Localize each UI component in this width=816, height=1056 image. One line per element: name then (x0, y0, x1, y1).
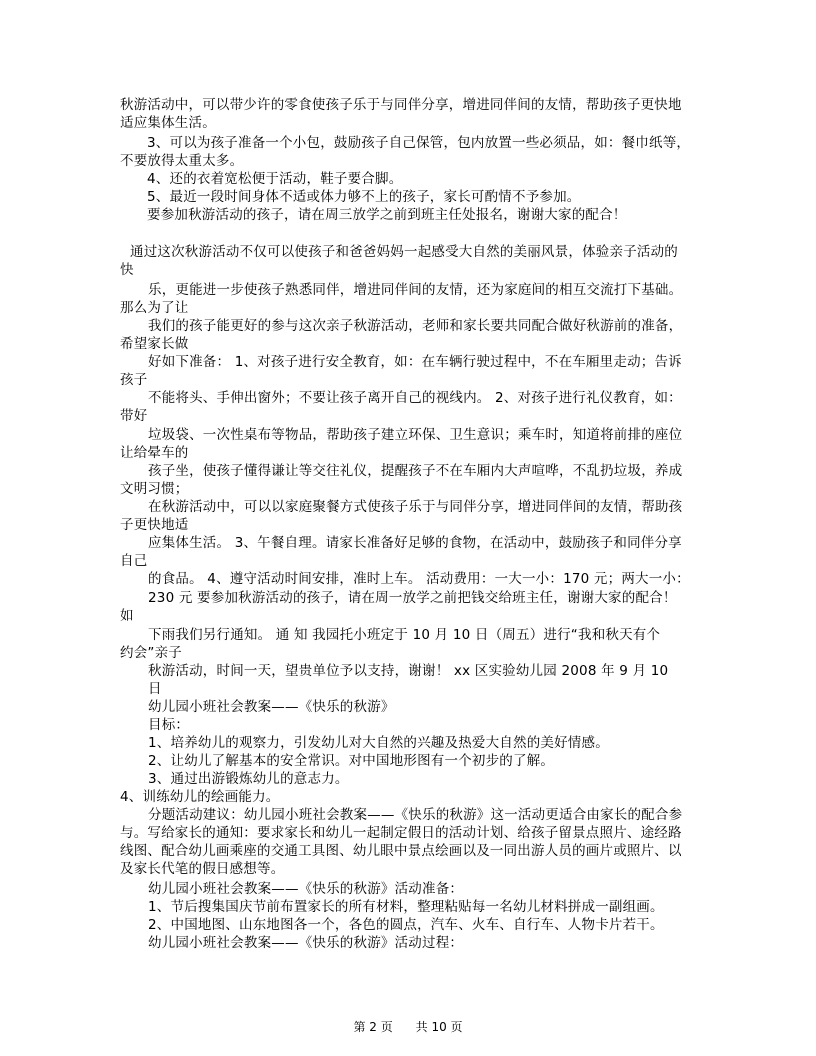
text-line: 那么为了让 (120, 300, 189, 316)
text-line: 下雨我们另行通知。 通 知 我园托小班定于 10 月 10 日（周五）进行“我和秋天有个 (148, 627, 661, 643)
text-line: 5、最近一段时间身体不适或体力够不上的孩子，家长可酌情不予参加。 (147, 189, 581, 205)
text-line: 幼儿园小班社会教案——《快乐的秋游》活动过程： (148, 935, 464, 951)
text-line: 约会”亲子 (120, 645, 182, 661)
text-line: 3、可以为孩子准备一个小包，鼓励孩子自己保管，包内放置一些必须品，如：餐巾纸等， (147, 135, 691, 151)
text-line: 2、让幼儿了解基本的安全常识。对中国地形图有一个初步的了解。 (148, 753, 555, 769)
text-line: 快 (120, 262, 134, 278)
text-line: 1、节后搜集国庆节前布置家长的所有材料，整理粘贴每一名幼儿材料拼成一副组画。 (148, 899, 664, 915)
text-line: 秋游活动中，可以带少许的零食使孩子乐于与同伴分享，增进同伴间的友情，帮助孩子更快地 (120, 97, 682, 113)
text-line: 好如下准备： 1、对孩子进行安全教育，如：在车辆行驶过程中，不在车厢里走动；告诉 (148, 354, 682, 370)
text-line: 不能将头、手伸出窗外；不要让孩子离开自己的视线内。 2、对孩子进行礼仪教育，如： (148, 390, 682, 406)
text-line: 幼儿园小班社会教案——《快乐的秋游》活动准备： (148, 881, 464, 897)
page-number: 第 2 页 (353, 1020, 393, 1034)
text-line: 在秋游活动中，可以以家庭聚餐方式使孩子乐于与同伴分享，增进同伴间的友情，帮助孩 (148, 499, 683, 515)
text-line: 适应集体生活。 (120, 115, 216, 131)
text-line: 日 (148, 681, 162, 697)
text-line: 自己 (120, 553, 148, 569)
text-line: 垃圾袋、一次性桌布等物品，帮助孩子建立环保、卫生意识；乘车时，知道将前排的座位 (148, 427, 683, 443)
text-line: 1、培养幼儿的观察力，引发幼儿对大自然的兴趣及热爱大自然的美好情感。 (148, 735, 609, 751)
text-line: 线图、配合幼儿画乘座的交通工具图、幼儿眼中景点绘画以及一同出游人员的画片或照片、以 (120, 843, 682, 859)
text-line: 2、中国地图、山东地图各一个，各色的圆点，汽车、火车、自行车、人物卡片若干。 (148, 917, 664, 933)
text-line: 分题活动建议：幼儿园小班社会教案——《快乐的秋游》这一活动更适合由家长的配合参 (148, 807, 683, 823)
text-line: 4、训练幼儿的绘画能力。 (120, 789, 280, 805)
text-line: 的食品。 4、遵守活动时间安排，准时上车。 活动费用：一大一小：170 元；两大一小： (148, 571, 690, 587)
text-line: 子更快地适 (120, 517, 189, 533)
text-line: 4、还的衣着宽松便于活动，鞋子要合脚。 (147, 171, 403, 187)
text-line: 孩子 (120, 372, 148, 388)
text-line: 通过这次秋游活动不仅可以使孩子和爸爸妈妈一起感受大自然的美丽风景，体验亲子活动的 (130, 244, 678, 260)
text-line: 不要放得太重太多。 (120, 153, 244, 169)
text-line: 目标： (148, 717, 190, 733)
text-line: 3、通过出游锻炼幼儿的意志力。 (148, 771, 349, 787)
text-line: 230 元 要参加秋游活动的孩子，请在周一放学之前把钱交给班主任，谢谢大家的配合！ (148, 590, 677, 606)
text-line: 文明习惯； (120, 481, 189, 497)
text-line: 带好 (120, 408, 148, 424)
text-line: 希望家长做 (120, 336, 189, 352)
text-line: 孩子坐，使孩子懂得谦让等交往礼仪，提醒孩子不在车厢内大声喧哗，不乱扔垃圾，养成 (148, 463, 683, 479)
text-line: 我们的孩子能更好的参与这次亲子秋游活动，老师和家长要共同配合做好秋游前的准备， (148, 318, 683, 334)
text-line: 秋游活动，时间一天，望贵单位予以支持，谢谢！ xx 区实验幼儿园 2008 年 9 月 10 (148, 663, 669, 679)
page-footer (0, 1019, 816, 1035)
text-line: 与。写给家长的通知：要求家长和幼儿一起制定假日的活动计划、给孩子留景点照片、途经路 (120, 825, 682, 841)
text-line: 让给晕车的 (120, 445, 189, 461)
text-line: 乐，更能进一步使孩子熟悉同伴，增进同伴间的友情，还为家庭间的相互交流打下基础。 (148, 282, 683, 298)
page-total: 共 10 页 (415, 1020, 463, 1034)
text-line: 应集体生活。 3、午餐自理。请家长准备好足够的食物，在活动中，鼓励孩子和同伴分享 (148, 535, 682, 551)
text-line: 要参加秋游活动的孩子，请在周三放学之前到班主任处报名，谢谢大家的配合！ (147, 207, 627, 223)
text-line: 及家长代笔的假日感想等。 (120, 861, 285, 877)
text-line: 幼儿园小班社会教案——《快乐的秋游》 (148, 699, 395, 715)
text-line: 如 (120, 608, 134, 624)
